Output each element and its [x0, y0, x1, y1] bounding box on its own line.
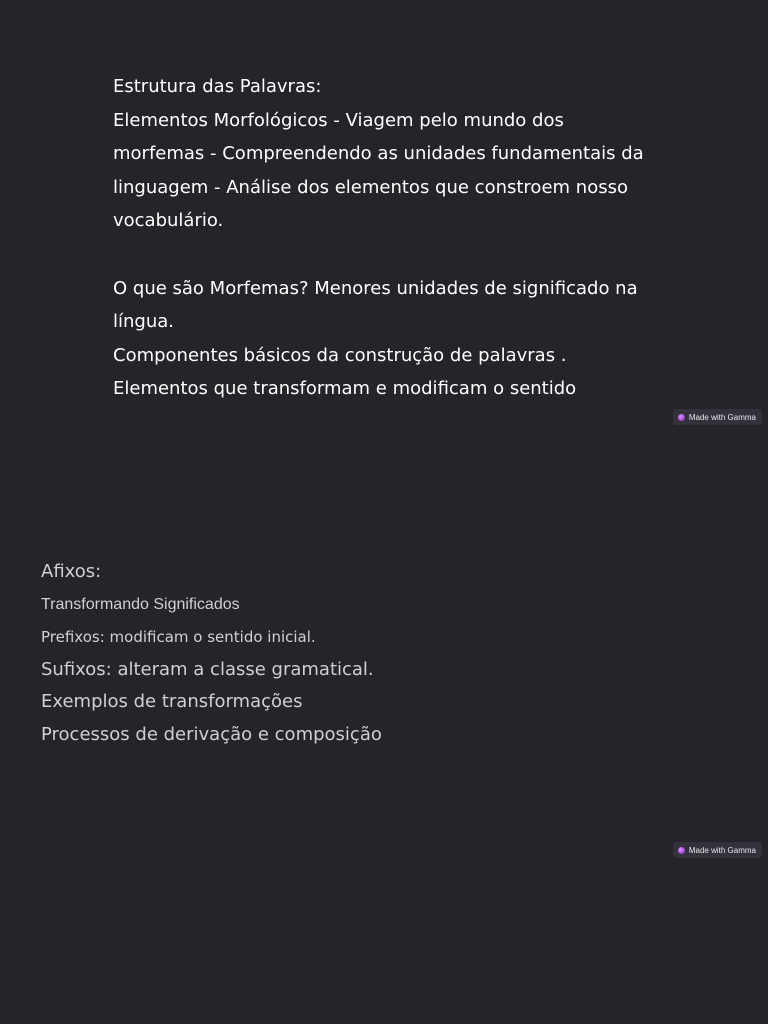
slide-2-prefixos-line: Prefixos: modificam o sentido inicial.	[41, 628, 316, 646]
slide-2-sufixos-line: Sufixos: alteram a classe gramatical.	[41, 658, 374, 680]
slide-1	[0, 0, 768, 432]
made-with-gamma-label: Made with Gamma	[688, 845, 756, 855]
slide-2-heading: Afixos:	[41, 561, 102, 582]
slide-2	[0, 432, 768, 864]
slide-2-exemplos-line: Exemplos de transformações	[41, 691, 303, 712]
made-with-gamma-badge[interactable]	[673, 409, 762, 425]
gamma-logo-icon	[678, 414, 685, 421]
slide-1-intro-paragraph: Elementos Morfológicos - Viagem pelo mundo dos morfemas - Compreendendo as unidades fundamentais da linguagem - Análise dos elementos que constroem nosso vocabulário.	[113, 109, 644, 232]
made-with-gamma-label: Made with Gamma	[688, 412, 756, 422]
slide-1-text	[113, 70, 653, 406]
slide-2-processos-line: Processos de derivação e composição	[41, 723, 382, 745]
slide-2-text	[41, 556, 641, 751]
slide-1-componentes-line: Componentes básicos da construção de palavras .	[113, 344, 567, 366]
slide-2-subtitle: Transformando Significados	[41, 595, 240, 613]
made-with-gamma-badge[interactable]	[673, 842, 762, 858]
gamma-logo-icon	[678, 847, 685, 854]
slide-1-heading: Estrutura das Palavras:	[113, 76, 322, 97]
slide-1-morfemas-paragraph: O que são Morfemas? Menores unidades de significado na língua.	[113, 277, 638, 333]
paragraph-spacer	[113, 238, 653, 272]
slide-1-elementos-line: Elementos que transformam e modificam o sentido	[113, 378, 577, 400]
